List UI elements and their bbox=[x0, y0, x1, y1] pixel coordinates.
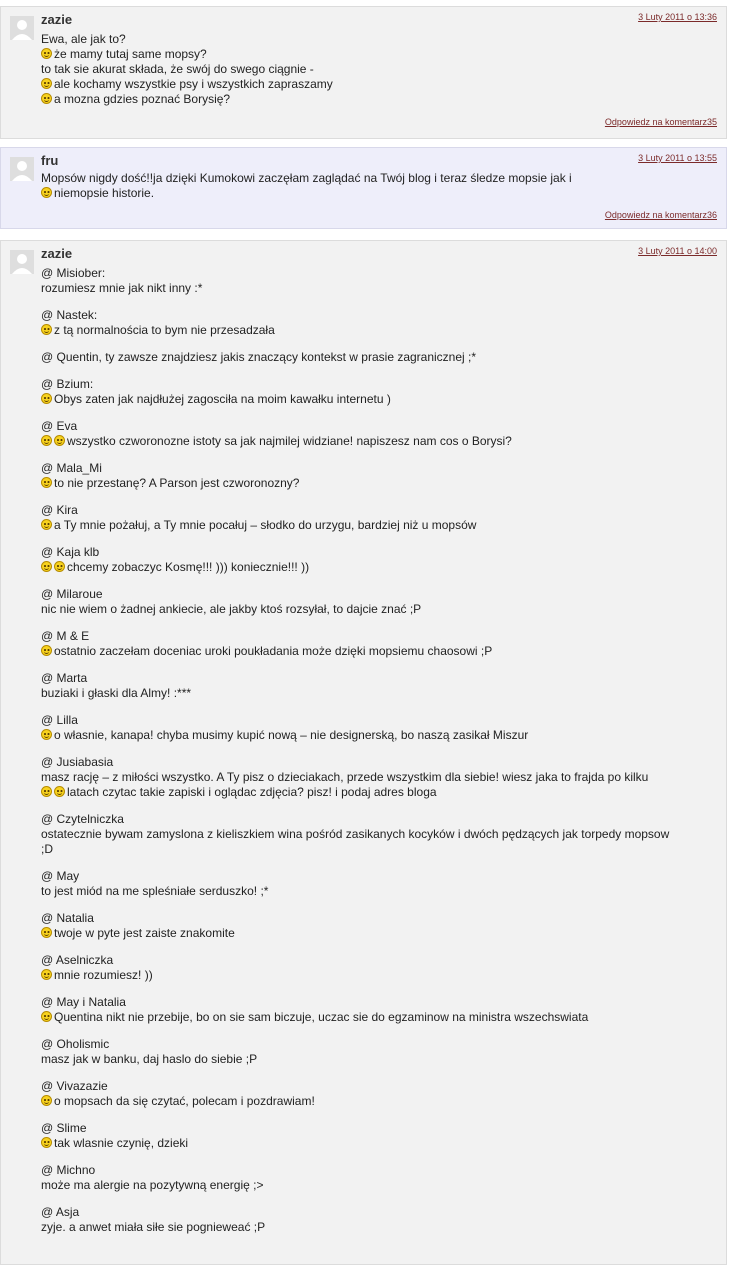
smiley-icon bbox=[41, 324, 52, 335]
smiley-icon bbox=[54, 561, 65, 572]
comment-line: a mozna gdzies poznać Borysię? bbox=[41, 92, 716, 107]
smiley-icon bbox=[41, 969, 52, 980]
mention-line: @ Aselniczka bbox=[41, 953, 114, 967]
comment-line: Mopsów nigdy dość!!ja dzięki Kumokowi zaczęłam zaglądać na Twój blog i teraz śledze mopsie jak i bbox=[41, 171, 572, 185]
comment-line: o mopsach da się czytać, polecam i pozdrawiam! bbox=[41, 1094, 716, 1109]
comment-line: buziaki i głaski dla Almy! :*** bbox=[41, 686, 192, 700]
smiley-icon bbox=[41, 48, 52, 59]
smiley-icon bbox=[41, 927, 52, 938]
smiley-icon bbox=[41, 93, 52, 104]
smiley-icon bbox=[41, 393, 52, 404]
smiley-icon bbox=[41, 786, 52, 797]
comment-date-link[interactable]: 3 Luty 2011 o 13:55 bbox=[638, 153, 717, 163]
comment-line: chcemy zobaczyc Kosmę!!! ))) koniecznie!!! )) bbox=[41, 560, 716, 575]
mention-line: @ Czytelniczka bbox=[41, 812, 124, 826]
mention-line: @ Slime bbox=[41, 1121, 87, 1135]
comment-line: nic nie wiem o żadnej ankiecie, ale jakby ktoś rozsyłał, to dajcie znać ;P bbox=[41, 602, 422, 616]
mention-line: @ Lilla bbox=[41, 713, 78, 727]
comment-line: ostatecznie bywam zamyslona z kieliszkiem wina pośród zasikanych kocyków i dwóch pędzących jak torpedy mopsow bbox=[41, 827, 670, 841]
mention-line: @ May bbox=[41, 869, 80, 883]
mention-line: @ Bzium: bbox=[41, 377, 94, 391]
comment-line: masz jak w banku, daj haslo do siebie ;P bbox=[41, 1052, 258, 1066]
mention-line: @ Kira bbox=[41, 503, 78, 517]
reply-link[interactable]: Odpowiedz na komentarz35 bbox=[604, 117, 717, 127]
smiley-icon bbox=[41, 729, 52, 740]
comment-line: ostatnio zaczełam doceniac uroki poukładania może dzięki mopsiemu chaosowi ;P bbox=[41, 644, 716, 659]
comment-line: zyje. a anwet miała siłe sie pognieweać ;P bbox=[41, 1220, 266, 1234]
comment-line: Quentina nikt nie przebije, bo on sie sam biczuje, uczac sie do egzaminow na ministra wszechswiata bbox=[41, 1010, 716, 1025]
comment-37 bbox=[0, 240, 727, 1265]
comment-line: o własnie, kanapa! chyba musimy kupić nową – nie designerską, bo naszą zasikał Miszur bbox=[41, 728, 716, 743]
comment-line: to nie przestanę? A Parson jest czworonozny? bbox=[41, 476, 716, 491]
comment-35 bbox=[0, 6, 727, 139]
smiley-icon bbox=[41, 1137, 52, 1148]
mention-line: @ Nastek: bbox=[41, 308, 98, 322]
mention-line: @ Misiober: bbox=[41, 266, 106, 280]
comment-line: mnie rozumiesz! )) bbox=[41, 968, 716, 983]
mention-line: @ Vivazazie bbox=[41, 1079, 108, 1093]
mention-line: @ Michno bbox=[41, 1163, 96, 1177]
mention-line: @ Eva bbox=[41, 419, 78, 433]
comment-line: masz rację – z miłości wszystko. A Ty pisz o dzieciakach, przede wszystkim dla siebie! wiesz jaka to frajda po kilku bbox=[41, 770, 649, 784]
comment-line: z tą normalnościa to bym nie przesadzała bbox=[41, 323, 716, 338]
smiley-icon bbox=[41, 477, 52, 488]
smiley-icon bbox=[41, 561, 52, 572]
mention-line: @ Mala_Mi bbox=[41, 461, 102, 475]
smiley-icon bbox=[41, 78, 52, 89]
comment-date-link[interactable]: 3 Luty 2011 o 14:00 bbox=[638, 246, 717, 256]
comment-line: rozumiesz mnie jak nikt inny :* bbox=[41, 281, 203, 295]
smiley-icon bbox=[54, 786, 65, 797]
mention-line: @ Oholismic bbox=[41, 1037, 110, 1051]
avatar bbox=[10, 16, 34, 40]
smiley-icon bbox=[41, 645, 52, 656]
mention-line: @ Natalia bbox=[41, 911, 94, 925]
mention-line: @ Milaroue bbox=[41, 587, 103, 601]
comment-line: niemopsie historie. bbox=[41, 186, 716, 201]
smiley-icon bbox=[54, 435, 65, 446]
smiley-icon bbox=[41, 519, 52, 530]
comment-date-link[interactable]: 3 Luty 2011 o 13:36 bbox=[638, 12, 717, 22]
smiley-icon bbox=[41, 1011, 52, 1022]
comment-36 bbox=[0, 147, 727, 229]
comment-body bbox=[41, 266, 716, 1235]
mention-line: @ Quentin, ty zawsze znajdziesz jakis znaczący kontekst w prasie zagranicznej ;* bbox=[41, 350, 477, 364]
comment-line: Obys zaten jak najdłużej zagosciła na moim kawałku internetu ) bbox=[41, 392, 716, 407]
comment-body bbox=[41, 171, 716, 201]
reply-link[interactable]: Odpowiedz na komentarz36 bbox=[604, 210, 717, 220]
comment-author[interactable]: zazie bbox=[41, 12, 73, 27]
mention-line: @ Jusiabasia bbox=[41, 755, 114, 769]
smiley-icon bbox=[41, 187, 52, 198]
avatar bbox=[10, 157, 34, 181]
mention-line: @ May i Natalia bbox=[41, 995, 126, 1009]
comment-line: ale kochamy wszystkie psy i wszystkich zapraszamy bbox=[41, 77, 716, 92]
mention-line: @ Kaja klb bbox=[41, 545, 100, 559]
mention-line: @ M & E bbox=[41, 629, 90, 643]
mention-line: @ Marta bbox=[41, 671, 88, 685]
comment-line: że mamy tutaj same mopsy? bbox=[41, 47, 716, 62]
comment-line: Ewa, ale jak to? bbox=[41, 32, 126, 46]
comment-line: to tak sie akurat składa, że swój do swego ciągnie - bbox=[41, 62, 314, 76]
comment-author[interactable]: fru bbox=[41, 153, 59, 168]
comment-body bbox=[41, 32, 716, 107]
mention-line: @ Asja bbox=[41, 1205, 80, 1219]
comment-line: a Ty mnie pożałuj, a Ty mnie pocałuj – słodko do urzygu, bardziej niż u mopsów bbox=[41, 518, 716, 533]
comment-line: latach czytac takie zapiski i oglądac zdjęcia? pisz! i podaj adres bloga bbox=[41, 785, 716, 800]
comment-line: tak wlasnie czynię, dzieki bbox=[41, 1136, 716, 1151]
avatar bbox=[10, 250, 34, 274]
comment-line: to jest miód na me spleśniałe serduszko! ;* bbox=[41, 884, 269, 898]
comment-line: twoje w pyte jest zaiste znakomite bbox=[41, 926, 716, 941]
comment-line: wszystko czworonozne istoty sa jak najmilej widziane! napiszesz nam cos o Borysi? bbox=[41, 434, 716, 449]
comment-author[interactable]: zazie bbox=[41, 246, 73, 261]
comment-line: może ma alergie na pozytywną energię ;> bbox=[41, 1178, 264, 1192]
smiley-icon bbox=[41, 1095, 52, 1106]
smiley-icon bbox=[41, 435, 52, 446]
comment-line: ;D bbox=[41, 842, 53, 856]
